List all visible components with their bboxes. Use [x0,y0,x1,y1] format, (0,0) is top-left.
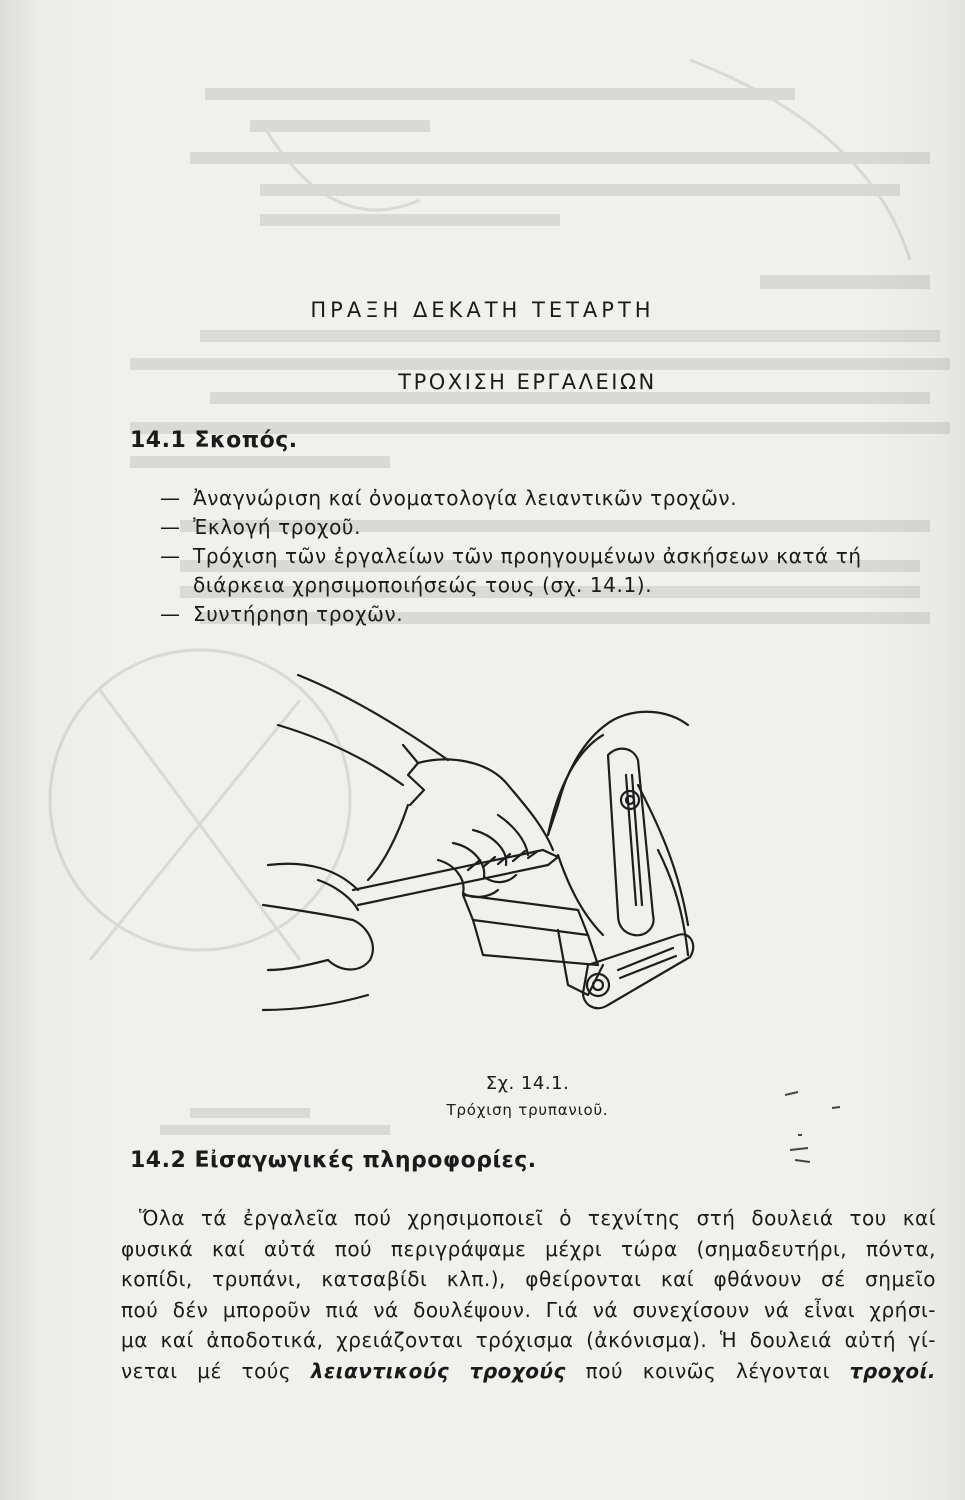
figure-caption: Τρόχιση τρυπανιοῦ. [446,1101,609,1119]
drill-sharpening-illustration [258,665,698,1055]
chapter-title: ΠΡΑΞΗ ΔΕΚΑΤΗ ΤΕΤΑΡΤΗ [310,298,655,322]
bullet-dash: — [160,486,181,510]
paragraph-line: φυσικά καί αὐτά πού περιγράψαμε μέχρι τώρα (σημαδευτήρι, πόντα, [121,1236,936,1261]
text-fragment: πού κοινῶς λέγονται [585,1358,830,1383]
list-item-text: Τρόχιση τῶν ἐργαλείων τῶν προηγουμένων ἀσκήσεων κατά τή [193,544,862,568]
section-heading-purpose: 14.1 Σκοπός. [130,428,298,453]
purpose-list [160,484,950,629]
emphasis-wheels: τροχοί. [849,1358,937,1383]
paragraph-line: πού δέν μποροῦν πιά νά δουλέψουν. Γιά νά συνεχίσουν νά εἶναι χρήσι- [121,1297,936,1322]
paragraph-line-last [121,1356,936,1387]
bullet-dash: — [160,602,181,626]
list-item-text: Ἀναγνώριση καί ὀνοματολογία λειαντικῶν τροχῶν. [193,486,738,510]
chapter-subtitle: ΤΡΟΧΙΣΗ ΕΡΓΑΛΕΙΩΝ [398,370,657,394]
introduction-paragraph [121,1203,936,1387]
list-item-text: Συντήρηση τροχῶν. [193,602,404,626]
emphasis-grinding-wheels: λειαντικούς τροχούς [310,1358,566,1383]
list-item-text: Ἐκλογή τροχοῦ. [193,515,362,539]
list-item [160,542,950,600]
text-fragment: νεται μέ τούς [121,1358,292,1383]
paragraph-line: μα καί ἀποδοτικά, χρειάζονται τρόχισμα (ἀκόνισμα). Ἡ δουλειά αὐτή γί- [121,1328,936,1353]
section-heading-introduction: 14.2 Εἰσαγωγικές πληροφορίες. [130,1148,537,1173]
list-item-text-continued: διάρκεια χρησιμοποιήσεώς τους (σχ. 14.1). [193,573,653,597]
bullet-dash: — [160,544,181,568]
figure-number: Σχ. 14.1. [485,1073,570,1094]
paragraph-line: Ὅλα τά ἐργαλεῖα πού χρησιμοποιεῖ ὁ τεχνίτης στή δουλειά του καί [139,1206,936,1230]
paragraph-line: κοπίδι, τρυπάνι, κατσαβίδι κλπ.), φθείρονται καί φθάνουν σέ σημεῖο [121,1267,936,1292]
list-item [160,600,950,629]
bullet-dash: — [160,515,181,539]
list-item [160,513,950,542]
list-item [160,484,950,513]
margin-ink-marks [780,1080,860,1170]
